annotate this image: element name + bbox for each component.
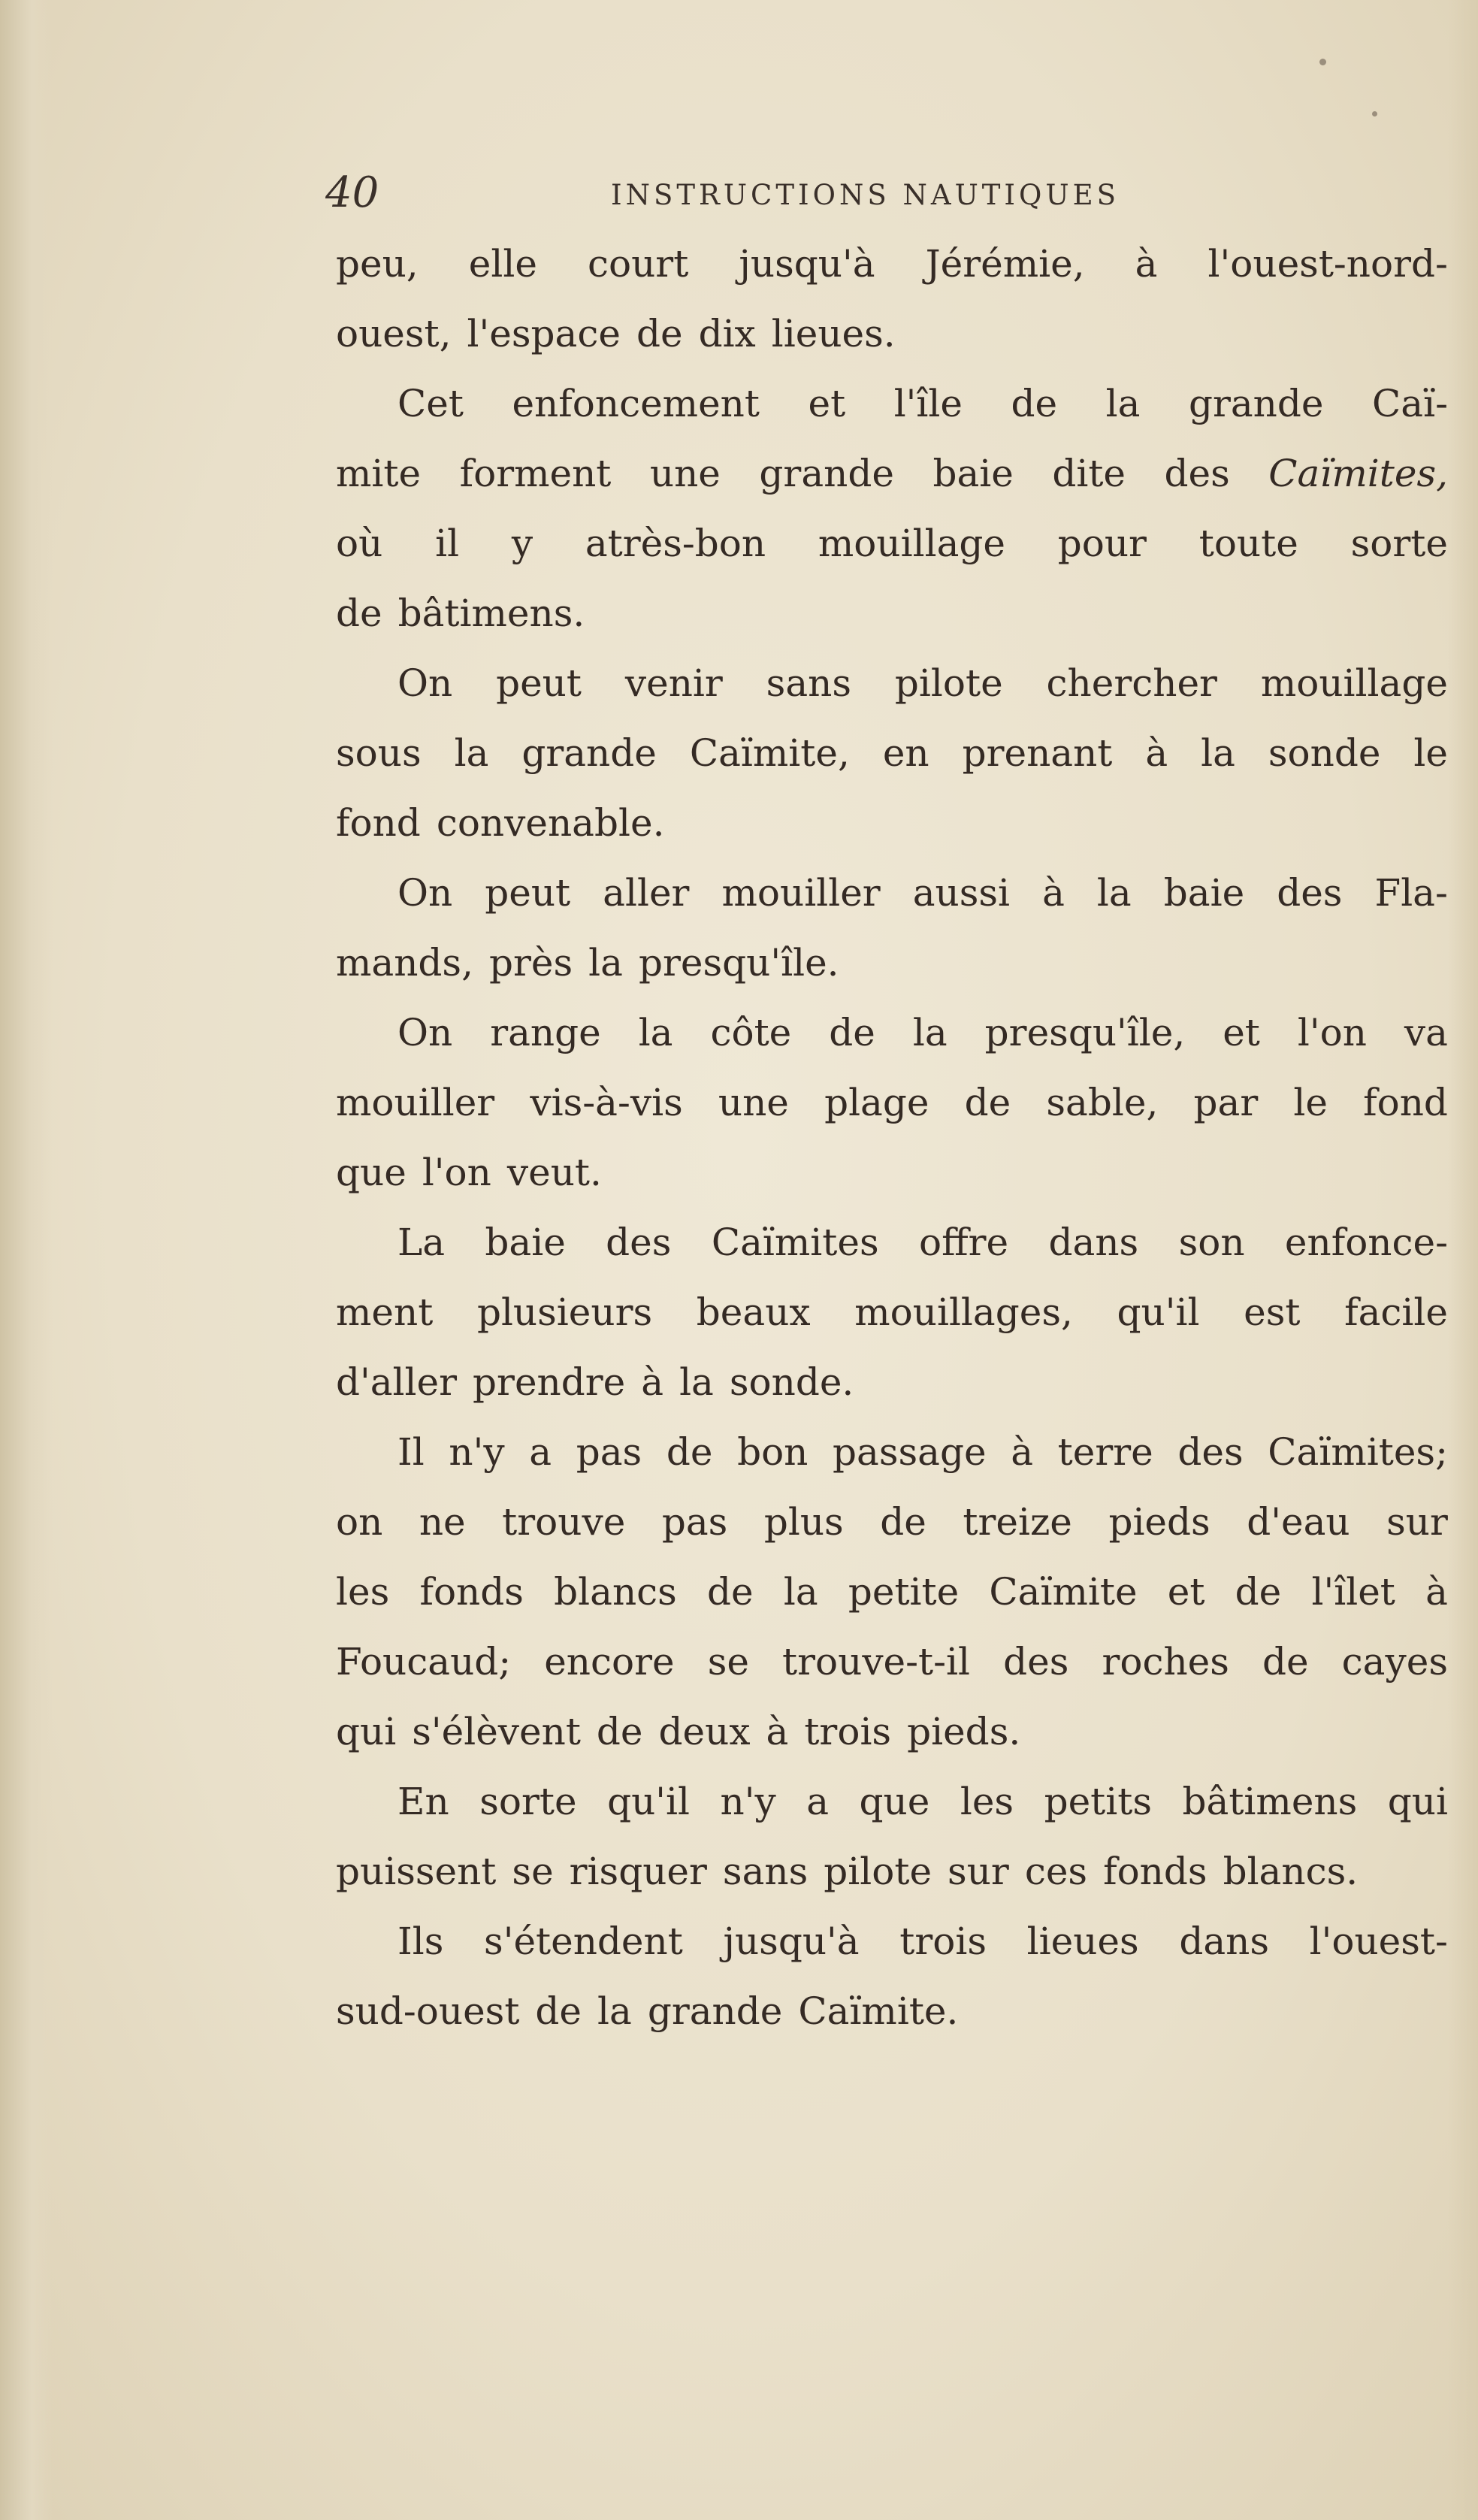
body-text: [336, 229, 1448, 2047]
word: y: [511, 522, 533, 565]
word: qu'il: [1117, 1290, 1200, 1334]
paragraph: [336, 369, 1448, 649]
word: blancs.: [1223, 1850, 1359, 1893]
word: mouillage: [818, 522, 1005, 565]
word: sable,: [1046, 1081, 1159, 1124]
word: jusqu'à: [739, 242, 875, 286]
word: à: [1145, 731, 1168, 775]
page-edge-shadow: [1448, 0, 1478, 2520]
word: prenant: [962, 731, 1113, 775]
word: va: [1404, 1011, 1448, 1054]
word: peu,: [336, 242, 419, 286]
text-line: [336, 1697, 1448, 1767]
paragraph: [336, 998, 1448, 1208]
word: la: [912, 1011, 948, 1054]
word: l'ouest-nord-: [1207, 242, 1448, 286]
word: des: [1177, 1430, 1244, 1474]
word: une: [718, 1081, 789, 1124]
word: une: [649, 452, 721, 495]
word: ment: [336, 1290, 434, 1334]
word: Caïmites;: [1268, 1430, 1448, 1474]
word: d'eau: [1247, 1500, 1350, 1544]
word: petits: [1044, 1780, 1153, 1823]
word: fonds: [1103, 1850, 1207, 1893]
word: de: [1011, 382, 1058, 425]
word: l'espace: [467, 312, 621, 355]
word: et: [1223, 1011, 1260, 1054]
word: veut.: [506, 1151, 602, 1194]
word: mouiller: [721, 871, 881, 915]
ink-speck: [1319, 59, 1326, 65]
word: la: [1201, 731, 1235, 775]
word: à: [641, 1360, 664, 1404]
word: près: [488, 941, 573, 985]
word: on: [336, 1500, 383, 1544]
word: ouest,: [336, 312, 452, 355]
word: grande: [759, 452, 894, 495]
word: court: [588, 242, 689, 286]
word: baie: [1163, 871, 1245, 915]
word: Caïmites,: [1268, 452, 1448, 495]
word: s'étendent: [484, 1919, 683, 1963]
text-line: [336, 649, 1448, 718]
word: dix: [698, 312, 756, 355]
word: la: [454, 731, 489, 775]
word: de: [880, 1500, 926, 1544]
word: pilote: [824, 1850, 932, 1893]
word: pas: [661, 1500, 728, 1544]
text-line: [336, 1557, 1448, 1627]
word: aussi: [912, 871, 1011, 915]
word: que: [859, 1780, 930, 1823]
word: pilote: [894, 661, 1003, 705]
word: la: [783, 1570, 818, 1614]
word: de: [336, 591, 382, 635]
word: les: [960, 1780, 1014, 1823]
word: la: [588, 941, 623, 985]
word: de: [666, 1430, 713, 1474]
text-line: [336, 1278, 1448, 1348]
word: Cet: [397, 382, 464, 425]
text-line: [336, 439, 1448, 509]
word: et: [1167, 1570, 1205, 1614]
word: lieues: [1026, 1919, 1139, 1963]
word: par: [1193, 1081, 1259, 1124]
word: peut: [485, 871, 571, 915]
word: le: [1413, 731, 1448, 775]
word: de: [1235, 1570, 1282, 1614]
page-number: 40: [325, 168, 379, 217]
word: risquer: [569, 1850, 707, 1893]
word: pour: [1057, 522, 1147, 565]
word: vis-à-vis: [530, 1081, 683, 1124]
word: cayes: [1341, 1640, 1448, 1684]
text-line: [336, 369, 1448, 439]
word: d'aller: [336, 1360, 458, 1404]
word: presqu'île.: [638, 941, 839, 985]
word: fond: [336, 801, 421, 845]
word: ne: [419, 1500, 466, 1544]
word: fond: [1363, 1081, 1448, 1124]
word: des: [1003, 1640, 1069, 1684]
word: prendre: [473, 1360, 626, 1404]
text-line: [336, 1417, 1448, 1487]
word: grande: [647, 1989, 783, 2033]
word: facile: [1344, 1290, 1448, 1334]
word: On: [397, 1011, 453, 1054]
word: elle: [468, 242, 537, 286]
text-line: [336, 1138, 1448, 1208]
word: trois: [804, 1710, 892, 1753]
word: jusqu'à: [723, 1919, 860, 1963]
word: la: [679, 1360, 714, 1404]
ink-speck: [1372, 111, 1377, 116]
word: pieds.: [907, 1710, 1021, 1753]
word: atrès-bon: [585, 522, 766, 565]
word: chercher: [1046, 661, 1217, 705]
word: Caïmite: [989, 1570, 1138, 1614]
word: des: [1164, 452, 1230, 495]
word: pieds: [1108, 1500, 1211, 1544]
paragraph: [336, 649, 1448, 858]
text-line: [336, 788, 1448, 858]
word: offre: [919, 1221, 1009, 1264]
word: s'élèvent: [412, 1710, 581, 1753]
paragraph: [336, 229, 1448, 369]
word: le: [1293, 1081, 1328, 1124]
word: grande: [521, 731, 657, 775]
word: lieues.: [771, 312, 896, 355]
text-line: [336, 928, 1448, 998]
text-line: [336, 1068, 1448, 1138]
word: de: [1262, 1640, 1309, 1684]
text-line: [336, 998, 1448, 1068]
word: la: [1096, 871, 1132, 915]
word: n'y: [720, 1780, 776, 1823]
word: de: [636, 312, 683, 355]
word: côte: [710, 1011, 792, 1054]
word: petite: [848, 1570, 960, 1614]
word: Caïmite.: [798, 1989, 959, 2033]
text-line: [336, 229, 1448, 299]
word: à: [1011, 1430, 1034, 1474]
word: plusieurs: [476, 1290, 653, 1334]
word: treize: [963, 1500, 1072, 1544]
text-line: [336, 1837, 1448, 1907]
text-line: [336, 1977, 1448, 2047]
word: mouiller: [336, 1081, 495, 1124]
text-line: [336, 1208, 1448, 1278]
word: Caï-: [1372, 382, 1448, 425]
text-line: [336, 1907, 1448, 1977]
word: de: [596, 1710, 643, 1753]
word: encore: [544, 1640, 675, 1684]
word: en: [882, 731, 929, 775]
word: sonde.: [729, 1360, 854, 1404]
word: roches: [1102, 1640, 1229, 1684]
word: mouillage: [1260, 661, 1448, 705]
word: sorte: [479, 1780, 577, 1823]
word: la: [1105, 382, 1141, 425]
word: plus: [763, 1500, 844, 1544]
word: On: [397, 661, 453, 705]
word: presqu'île,: [984, 1011, 1186, 1054]
word: de: [535, 1989, 582, 2033]
word: ces: [1024, 1850, 1088, 1893]
text-line: [336, 1627, 1448, 1697]
word: à: [1042, 871, 1065, 915]
word: l'on: [1297, 1011, 1367, 1054]
word: sans: [722, 1850, 809, 1893]
word: Il: [397, 1430, 425, 1474]
word: la: [638, 1011, 673, 1054]
word: dans: [1048, 1221, 1139, 1264]
word: sur: [1386, 1500, 1448, 1544]
word: passage: [833, 1430, 987, 1474]
word: toute: [1198, 522, 1298, 565]
word: à: [1425, 1570, 1448, 1614]
word: se: [707, 1640, 749, 1684]
text-line: [336, 579, 1448, 649]
word: fonds: [419, 1570, 524, 1614]
word: trouve: [502, 1500, 626, 1544]
word: beaux: [696, 1290, 811, 1334]
paragraph: [336, 1208, 1448, 1417]
word: de: [829, 1011, 875, 1054]
word: La: [397, 1221, 446, 1264]
text-line: [336, 1487, 1448, 1557]
text-line: [336, 299, 1448, 369]
word: Caïmites: [711, 1221, 879, 1264]
word: Foucaud;: [336, 1640, 512, 1684]
text-line: [336, 718, 1448, 788]
word: forment: [459, 452, 612, 495]
word: Fla-: [1374, 871, 1448, 915]
word: se: [512, 1850, 554, 1893]
word: où: [336, 522, 383, 565]
paragraph: [336, 1907, 1448, 2047]
word: l'île: [893, 382, 963, 425]
word: mite: [336, 452, 422, 495]
word: pas: [576, 1430, 642, 1474]
word: sud-ouest: [336, 1989, 520, 2033]
text-line: [336, 858, 1448, 928]
word: n'y: [449, 1430, 505, 1474]
text-line: [336, 509, 1448, 579]
word: baie: [932, 452, 1014, 495]
word: qui: [1387, 1780, 1448, 1823]
word: les: [336, 1570, 390, 1614]
word: peut: [496, 661, 582, 705]
word: la: [597, 1989, 632, 2033]
word: blancs: [554, 1570, 677, 1614]
word: terre: [1057, 1430, 1153, 1474]
word: range: [490, 1011, 601, 1054]
word: En: [397, 1780, 449, 1823]
word: l'îlet: [1311, 1570, 1395, 1614]
word: dite: [1052, 452, 1126, 495]
word: venir: [624, 661, 723, 705]
word: trouve-t-il: [782, 1640, 971, 1684]
word: qui: [336, 1710, 397, 1753]
word: sonde: [1268, 731, 1381, 775]
word: deux: [658, 1710, 751, 1753]
word: bon: [737, 1430, 809, 1474]
word: mands,: [336, 941, 473, 985]
text-line: [336, 1767, 1448, 1837]
word: convenable.: [436, 801, 665, 845]
word: baie: [485, 1221, 566, 1264]
word: l'on: [422, 1151, 491, 1194]
word: Ils: [397, 1919, 444, 1963]
paragraph: [336, 858, 1448, 998]
word: qu'il: [607, 1780, 690, 1823]
word: Jérémie,: [925, 242, 1085, 286]
word: On: [397, 871, 453, 915]
word: Caïmite,: [689, 731, 850, 775]
page-gutter-shadow: [0, 0, 53, 2520]
word: sous: [336, 731, 422, 775]
word: grande: [1188, 382, 1324, 425]
word: a: [529, 1430, 552, 1474]
word: de: [707, 1570, 754, 1614]
word: à: [1135, 242, 1158, 286]
word: a: [806, 1780, 830, 1823]
word: des: [606, 1221, 672, 1264]
word: sorte: [1350, 522, 1448, 565]
word: à: [766, 1710, 789, 1753]
word: sans: [766, 661, 852, 705]
running-title: INSTRUCTIONS NAUTIQUES: [611, 179, 1120, 211]
word: des: [1277, 871, 1343, 915]
word: est: [1244, 1290, 1301, 1334]
word: son: [1178, 1221, 1245, 1264]
word: sur: [948, 1850, 1009, 1893]
word: il: [435, 522, 460, 565]
text-line: [336, 1348, 1448, 1417]
word: l'ouest-: [1309, 1919, 1448, 1963]
paragraph: [336, 1417, 1448, 1767]
word: puissent: [336, 1850, 497, 1893]
word: et: [808, 382, 846, 425]
page-header: [325, 167, 1189, 219]
paragraph: [336, 1767, 1448, 1907]
word: aller: [603, 871, 690, 915]
word: mouillages,: [854, 1290, 1073, 1334]
word: bâtimens: [1182, 1780, 1358, 1823]
word: bâtimens.: [397, 591, 585, 635]
word: trois: [899, 1919, 987, 1963]
word: enfoncement: [512, 382, 760, 425]
word: que: [336, 1151, 407, 1194]
word: de: [964, 1081, 1011, 1124]
word: enfonce-: [1284, 1221, 1448, 1264]
word: dans: [1179, 1919, 1269, 1963]
word: plage: [824, 1081, 929, 1124]
